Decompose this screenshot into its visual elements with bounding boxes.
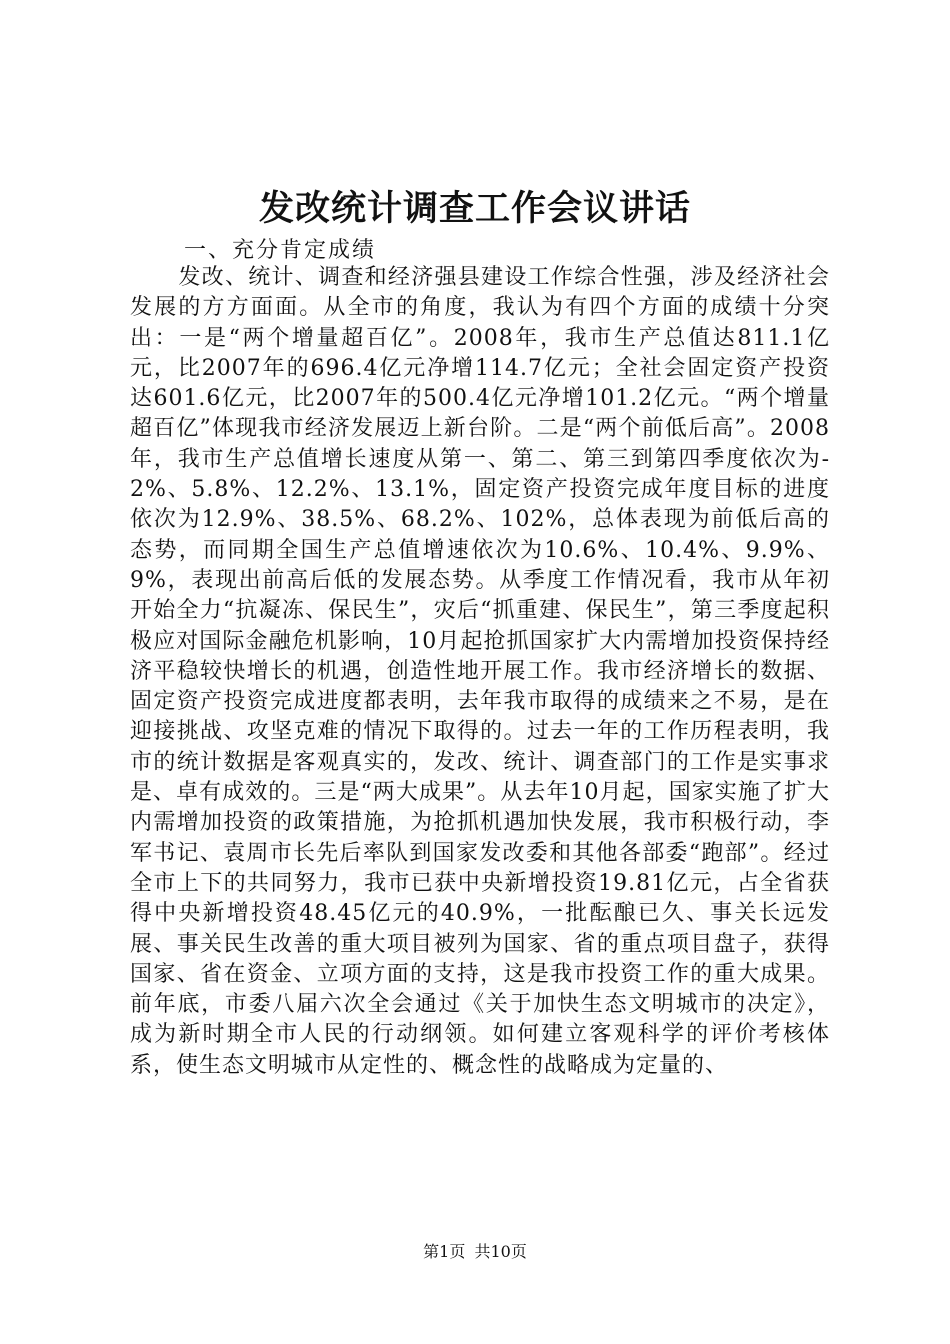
page-number: 第1页 — [423, 1242, 466, 1261]
document-title: 发改统计调查工作会议讲话 — [258, 188, 691, 229]
page-total: 共10页 — [474, 1242, 527, 1261]
body-paragraph: 发改、统计、调查和经济强县建设工作综合性强，涉及经济社会发展的方方面面。从全市的角度，我认为有四个方面的成绩十分突出：一是“两个增量超百亿”。2008年，我市生产总值达811.1亿元，比2007年的696.4亿元净增114.7亿元；全社会固定资产投资达601.6亿元，比2007年的500.4亿元净增101.2亿元。“两个增量超百亿”体现我市经济发展迈上新台阶。二是“两个前低后高”。2008年，我市生产总值增长速度从第一、第二、第三到第四季度依次为-2%、5.8%、12.2%、13.1%，固定资产投资完成年度目标的进度依次为12.9%、38.5%、68.2%、102%，总体表现为前低后高的态势，而同期全国生产总值增速依次为10.6%、10.4%、9.9%、9%，表现出前高后低的发展态势。从季度工作情况看，我市从年初开始全力“抗凝冻、保民生”，灾后“抓重建、保民生”，第三季度起积极应对国际金融危机影响，10月起抢抓国家扩大内需增加投资保持经济平稳较快增长的机遇，创造性地开展工作。我市经济增长的数据、固定资产投资完成进度都表明，去年我市取得的成绩来之不易，是在迎接挑战、攻坚克难的情况下取得的。过去一年的工作历程表明，我市的统计数据是客观真实的，发改、统计、调查部门的工作是实事求是、卓有成效的。三是“两大成果”。从去年10月起，国家实施了扩大内需增加投资的政策措施，为抢抓机遇加快发展，我市积极行动，李军书记、袁周市长先后率队到国家发改委和其他各部委“跑部”。经过全市上下的共同努力，我市已获中央新增投资19.81亿元，占全省获得中央新增投资48.45亿元的40.9%，一批酝酿已久、事关长远发展、事关民生改善的重大项目被列为国家、省的重点项目盘子，获得国家、省在资金、立项方面的支持，这是我市投资工作的重大成果。前年底，市委八届六次全会通过《关于加快生态文明城市的决定》，成为新时期全市人民的行动纲领。如何建立客观科学的评价考核体系，使生态文明城市从定性的、概念性的战略成为定量的、 — [130, 265, 830, 1078]
page-footer — [0, 1241, 950, 1263]
section-heading: 一、充分肯定成绩 — [184, 238, 377, 263]
